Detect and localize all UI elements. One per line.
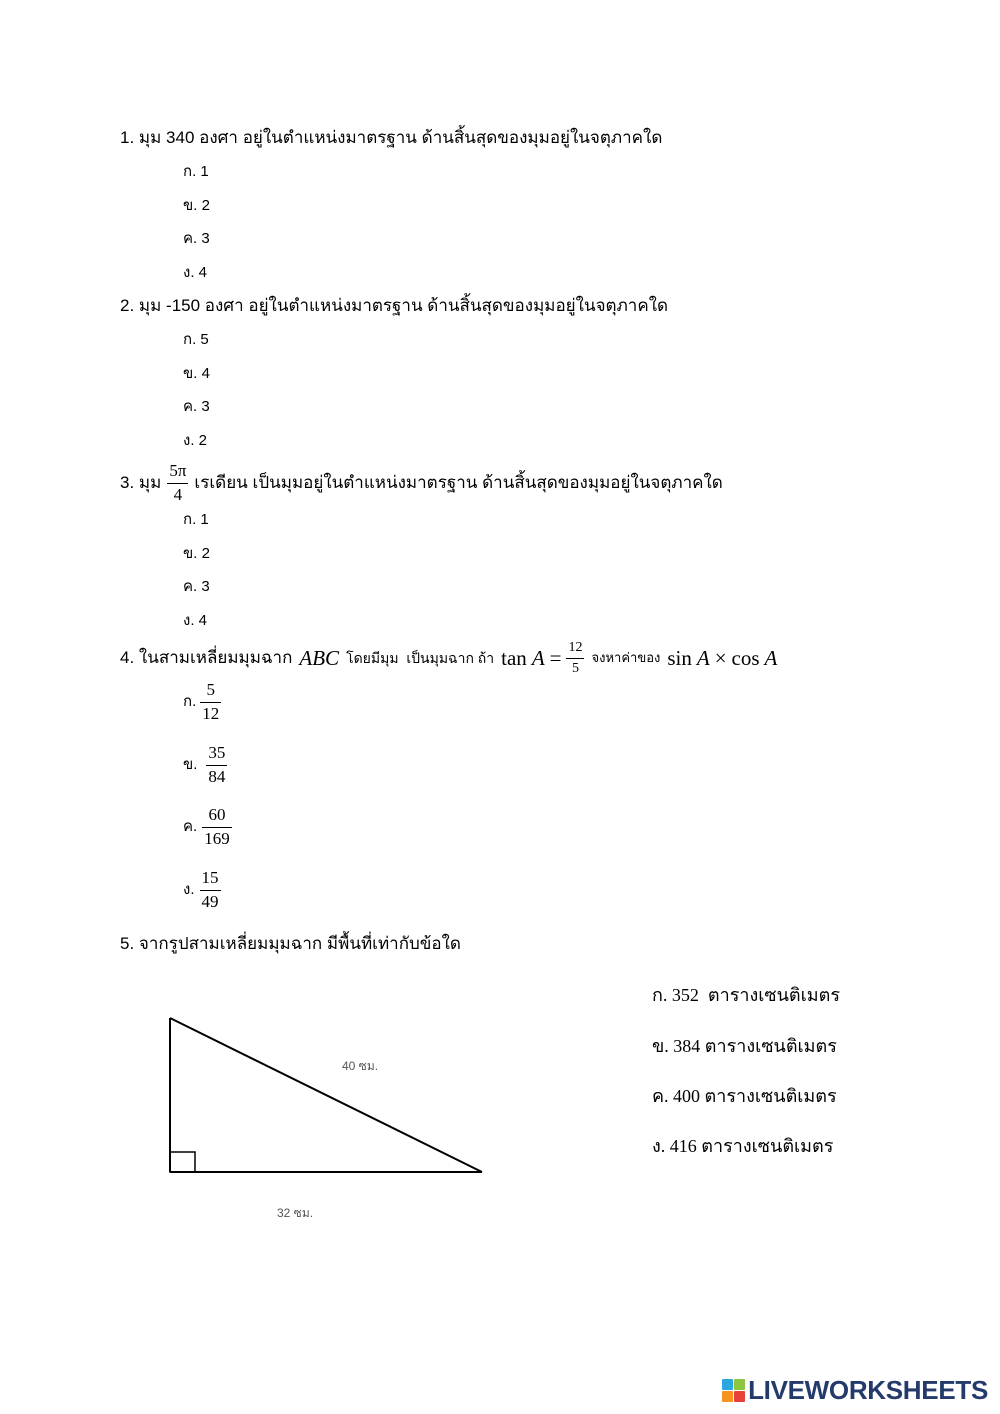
question-1-option-b[interactable]: ข. 2: [183, 197, 210, 214]
option-label: ก.: [183, 693, 197, 710]
fraction-denominator: 4: [167, 483, 188, 505]
question-3-option-b[interactable]: ข. 2: [183, 545, 210, 562]
right-angle-marker: [170, 1152, 195, 1172]
fraction-numerator: 5π: [169, 460, 187, 480]
question-2-text: 2. มุม -150 องศา อยู่ในตำแหน่งมาตรฐาน ด้านสิ้นสุดของมุมอยู่ในจตุภาคใด: [120, 296, 669, 315]
right-triangle-figure: [150, 1000, 510, 1230]
question-2-option-b[interactable]: ข. 4: [183, 365, 210, 382]
triangle-name: ABC: [299, 645, 340, 670]
angle-variable: A: [764, 645, 778, 670]
target-expression: [667, 645, 778, 670]
question-1-option-d[interactable]: ง. 4: [183, 264, 208, 281]
question-5-option-d[interactable]: ง. 416 ตารางเซนติเมตร: [652, 1136, 834, 1156]
option-fraction: [202, 806, 232, 848]
fraction-numerator: 15: [201, 867, 219, 887]
triangle-hypotenuse: [170, 1018, 482, 1172]
triangle-diagram: [150, 1000, 510, 1230]
question-4-ask-text: จงหาค่าของ: [591, 650, 661, 665]
question-3-option-a[interactable]: ก. 1: [183, 511, 209, 528]
question-5-option-c[interactable]: ค. 400 ตารางเซนติเมตร: [652, 1086, 837, 1106]
fraction-denominator: 169: [204, 828, 230, 848]
question-3-option-c[interactable]: ค. 3: [183, 578, 210, 595]
question-1-option-a[interactable]: ก. 1: [183, 163, 209, 180]
question-4-option-c[interactable]: [183, 804, 232, 848]
multiply-sign: ×: [714, 645, 727, 670]
question-4-text-start: 4. ในสามเหลี่ยมมุมฉาก: [120, 648, 293, 667]
base-length-label: 32 ซม.: [277, 1206, 314, 1220]
logo-icon-tile: [734, 1391, 745, 1402]
question-2-option-a[interactable]: ก. 5: [183, 331, 209, 348]
question-1-text: 1. มุม 340 องศา อยู่ในตำแหน่งมาตรฐาน ด้านสิ้นสุดของมุมอยู่ในจตุภาคใด: [120, 128, 663, 147]
question-5-option-a[interactable]: ก. 352 ตารางเซนติเมตร: [652, 985, 840, 1005]
question-4-condition-text: โดยมีมุม เป็นมุมฉาก ถ้า: [346, 650, 495, 666]
liveworksheets-logo[interactable]: [722, 1375, 988, 1405]
question-4-option-d[interactable]: [183, 867, 221, 911]
cos-function: cos: [731, 645, 760, 670]
tan-value-fraction: [566, 640, 584, 676]
logo-text: LIVEWORKSHEETS: [748, 1375, 988, 1405]
equals-sign: =: [549, 645, 562, 670]
question-3-text-start: 3. มุม: [120, 473, 162, 492]
fraction-denominator: 12: [202, 703, 220, 723]
angle-variable: A: [531, 645, 545, 670]
liveworksheets-logo-icon: [722, 1379, 745, 1402]
question-2-option-d[interactable]: ง. 2: [183, 432, 208, 449]
question-1-option-c[interactable]: ค. 3: [183, 230, 210, 247]
question-4-option-b[interactable]: [183, 742, 227, 786]
option-fraction: [200, 869, 221, 911]
fraction-denominator: 84: [208, 766, 226, 786]
option-label: ง.: [183, 881, 195, 898]
fraction-denominator: 49: [201, 891, 219, 911]
question-4-option-a[interactable]: [183, 679, 221, 723]
fraction-numerator: 35: [208, 742, 226, 762]
logo-icon-tile: [722, 1391, 733, 1402]
option-label: ข.: [183, 756, 198, 773]
option-fraction: [200, 681, 221, 723]
fraction-numerator: 12: [568, 640, 583, 656]
logo-icon-tile: [734, 1379, 745, 1390]
question-3-text-end: เรเดียน เป็นมุมอยู่ในตำแหน่งมาตรฐาน ด้านสิ้นสุดของมุมอยู่ในจตุภาคใด: [194, 473, 723, 492]
logo-icon-tile: [722, 1379, 733, 1390]
sin-function: sin: [667, 645, 692, 670]
given-equation: [501, 640, 584, 676]
tan-function: tan: [501, 645, 527, 670]
hypotenuse-length-label: 40 ซม.: [342, 1059, 379, 1073]
question-5-option-b[interactable]: ข. 384 ตารางเซนติเมตร: [652, 1036, 837, 1056]
question-4: [120, 638, 777, 678]
angle-variable: A: [696, 645, 710, 670]
question-2-option-c[interactable]: ค. 3: [183, 398, 210, 415]
question-3: [120, 460, 723, 504]
option-label: ค.: [183, 818, 198, 835]
fraction-numerator: 60: [208, 804, 226, 824]
option-fraction: [206, 744, 227, 786]
question-5-text: 5. จากรูปสามเหลี่ยมมุมฉาก มีพื้นที่เท่ากับข้อใด: [120, 934, 461, 953]
question-3-option-d[interactable]: ง. 4: [183, 612, 208, 629]
fraction-denominator: 5: [566, 658, 584, 676]
fraction-numerator: 5: [206, 679, 215, 699]
question-3-angle-fraction: [167, 462, 188, 504]
